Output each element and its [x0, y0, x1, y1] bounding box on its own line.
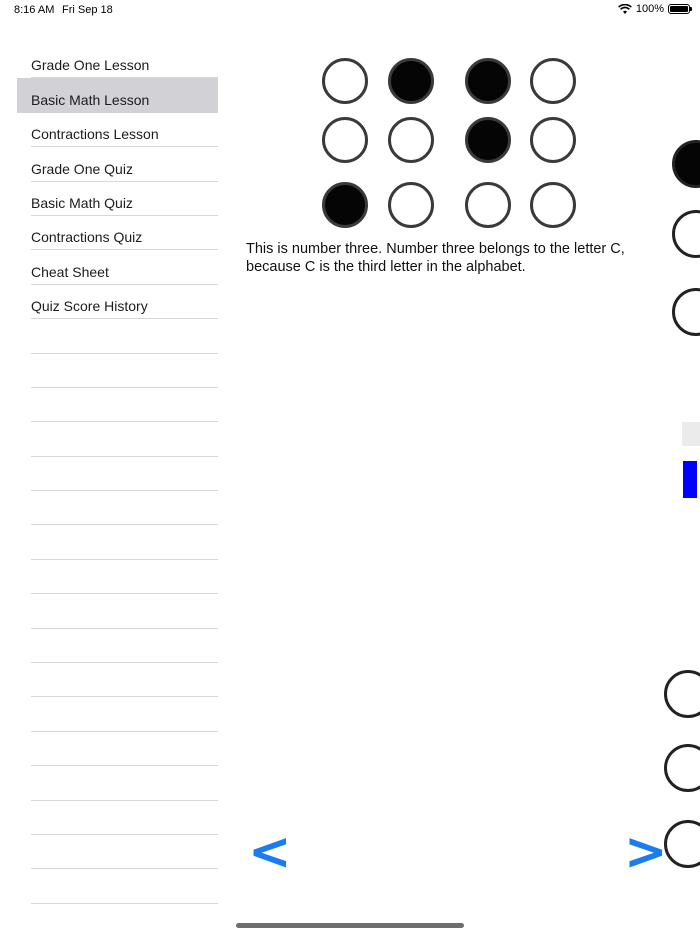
- sidebar-item-label: Contractions Quiz: [31, 229, 143, 246]
- braille-dot: [530, 117, 576, 163]
- home-indicator: [236, 923, 464, 928]
- empty-row: [17, 663, 218, 697]
- status-indicators: [618, 3, 690, 15]
- sidebar-item-grade-one-lesson[interactable]: [17, 44, 218, 78]
- braille-dot: [388, 117, 434, 163]
- sidebar-item-contractions-lesson[interactable]: [17, 113, 218, 147]
- empty-row: [17, 525, 218, 559]
- peek-dot: [672, 140, 700, 188]
- braille-dot: [388, 182, 434, 228]
- braille-dot: [465, 117, 511, 163]
- sidebar-item-quiz-score-history[interactable]: [17, 285, 218, 319]
- peek-highlight: [683, 461, 697, 498]
- braille-dot: [322, 182, 368, 228]
- empty-row: [17, 594, 218, 628]
- sidebar-item-basic-math-quiz[interactable]: [17, 182, 218, 216]
- empty-row: [17, 457, 218, 491]
- sidebar-item-basic-math-lesson[interactable]: [17, 78, 218, 112]
- peek-dot: [664, 670, 700, 718]
- braille-dot: [530, 58, 576, 104]
- empty-row: [17, 801, 218, 835]
- peek-dot: [664, 820, 700, 868]
- status-time: 8:16 AM: [14, 4, 55, 16]
- sidebar-menu: [17, 44, 218, 904]
- empty-row: [17, 629, 218, 663]
- braille-dot: [465, 58, 511, 104]
- empty-row: [17, 491, 218, 525]
- braille-dot: [388, 58, 434, 104]
- empty-row: [17, 422, 218, 456]
- sidebar-item-label: Quiz Score History: [31, 298, 148, 315]
- empty-row: [17, 354, 218, 388]
- empty-row: [17, 732, 218, 766]
- sidebar-item-label: Basic Math Lesson: [31, 91, 150, 108]
- empty-row: [17, 835, 218, 869]
- empty-row: [17, 388, 218, 422]
- sidebar-item-label: Cheat Sheet: [31, 263, 109, 280]
- peek-dot: [672, 288, 700, 336]
- empty-row: [17, 766, 218, 800]
- braille-dot: [465, 182, 511, 228]
- sidebar-item-label: Grade One Quiz: [31, 160, 133, 177]
- status-date: Fri Sep 18: [62, 4, 113, 16]
- peek-panel: [682, 422, 700, 446]
- empty-row: [17, 319, 218, 353]
- empty-row: [17, 869, 218, 903]
- sidebar-item-contractions-quiz[interactable]: [17, 216, 218, 250]
- peek-dot: [664, 744, 700, 792]
- battery-percentage: 100%: [635, 3, 664, 15]
- empty-rows: [17, 319, 218, 904]
- lesson-description: This is number three. Number three belongs to the letter C, because C is the third letter in the alphabet.: [246, 241, 625, 275]
- empty-row: [17, 697, 218, 731]
- previous-button[interactable]: <: [248, 822, 292, 882]
- sidebar-item-label: Contractions Lesson: [31, 126, 159, 143]
- sidebar-item-label: Grade One Lesson: [31, 57, 150, 74]
- battery-icon: [668, 4, 690, 14]
- sidebar-item-cheat-sheet[interactable]: [17, 250, 218, 284]
- wifi-icon: [618, 4, 632, 15]
- sidebar-item-label: Basic Math Quiz: [31, 194, 133, 211]
- braille-dot: [322, 58, 368, 104]
- braille-dot: [322, 117, 368, 163]
- peek-dot: [672, 210, 700, 258]
- status-bar: [0, 0, 700, 22]
- empty-row: [17, 560, 218, 594]
- braille-dot: [530, 182, 576, 228]
- braille-display: [322, 58, 584, 230]
- next-button[interactable]: >: [624, 822, 668, 882]
- sidebar-item-grade-one-quiz[interactable]: [17, 147, 218, 181]
